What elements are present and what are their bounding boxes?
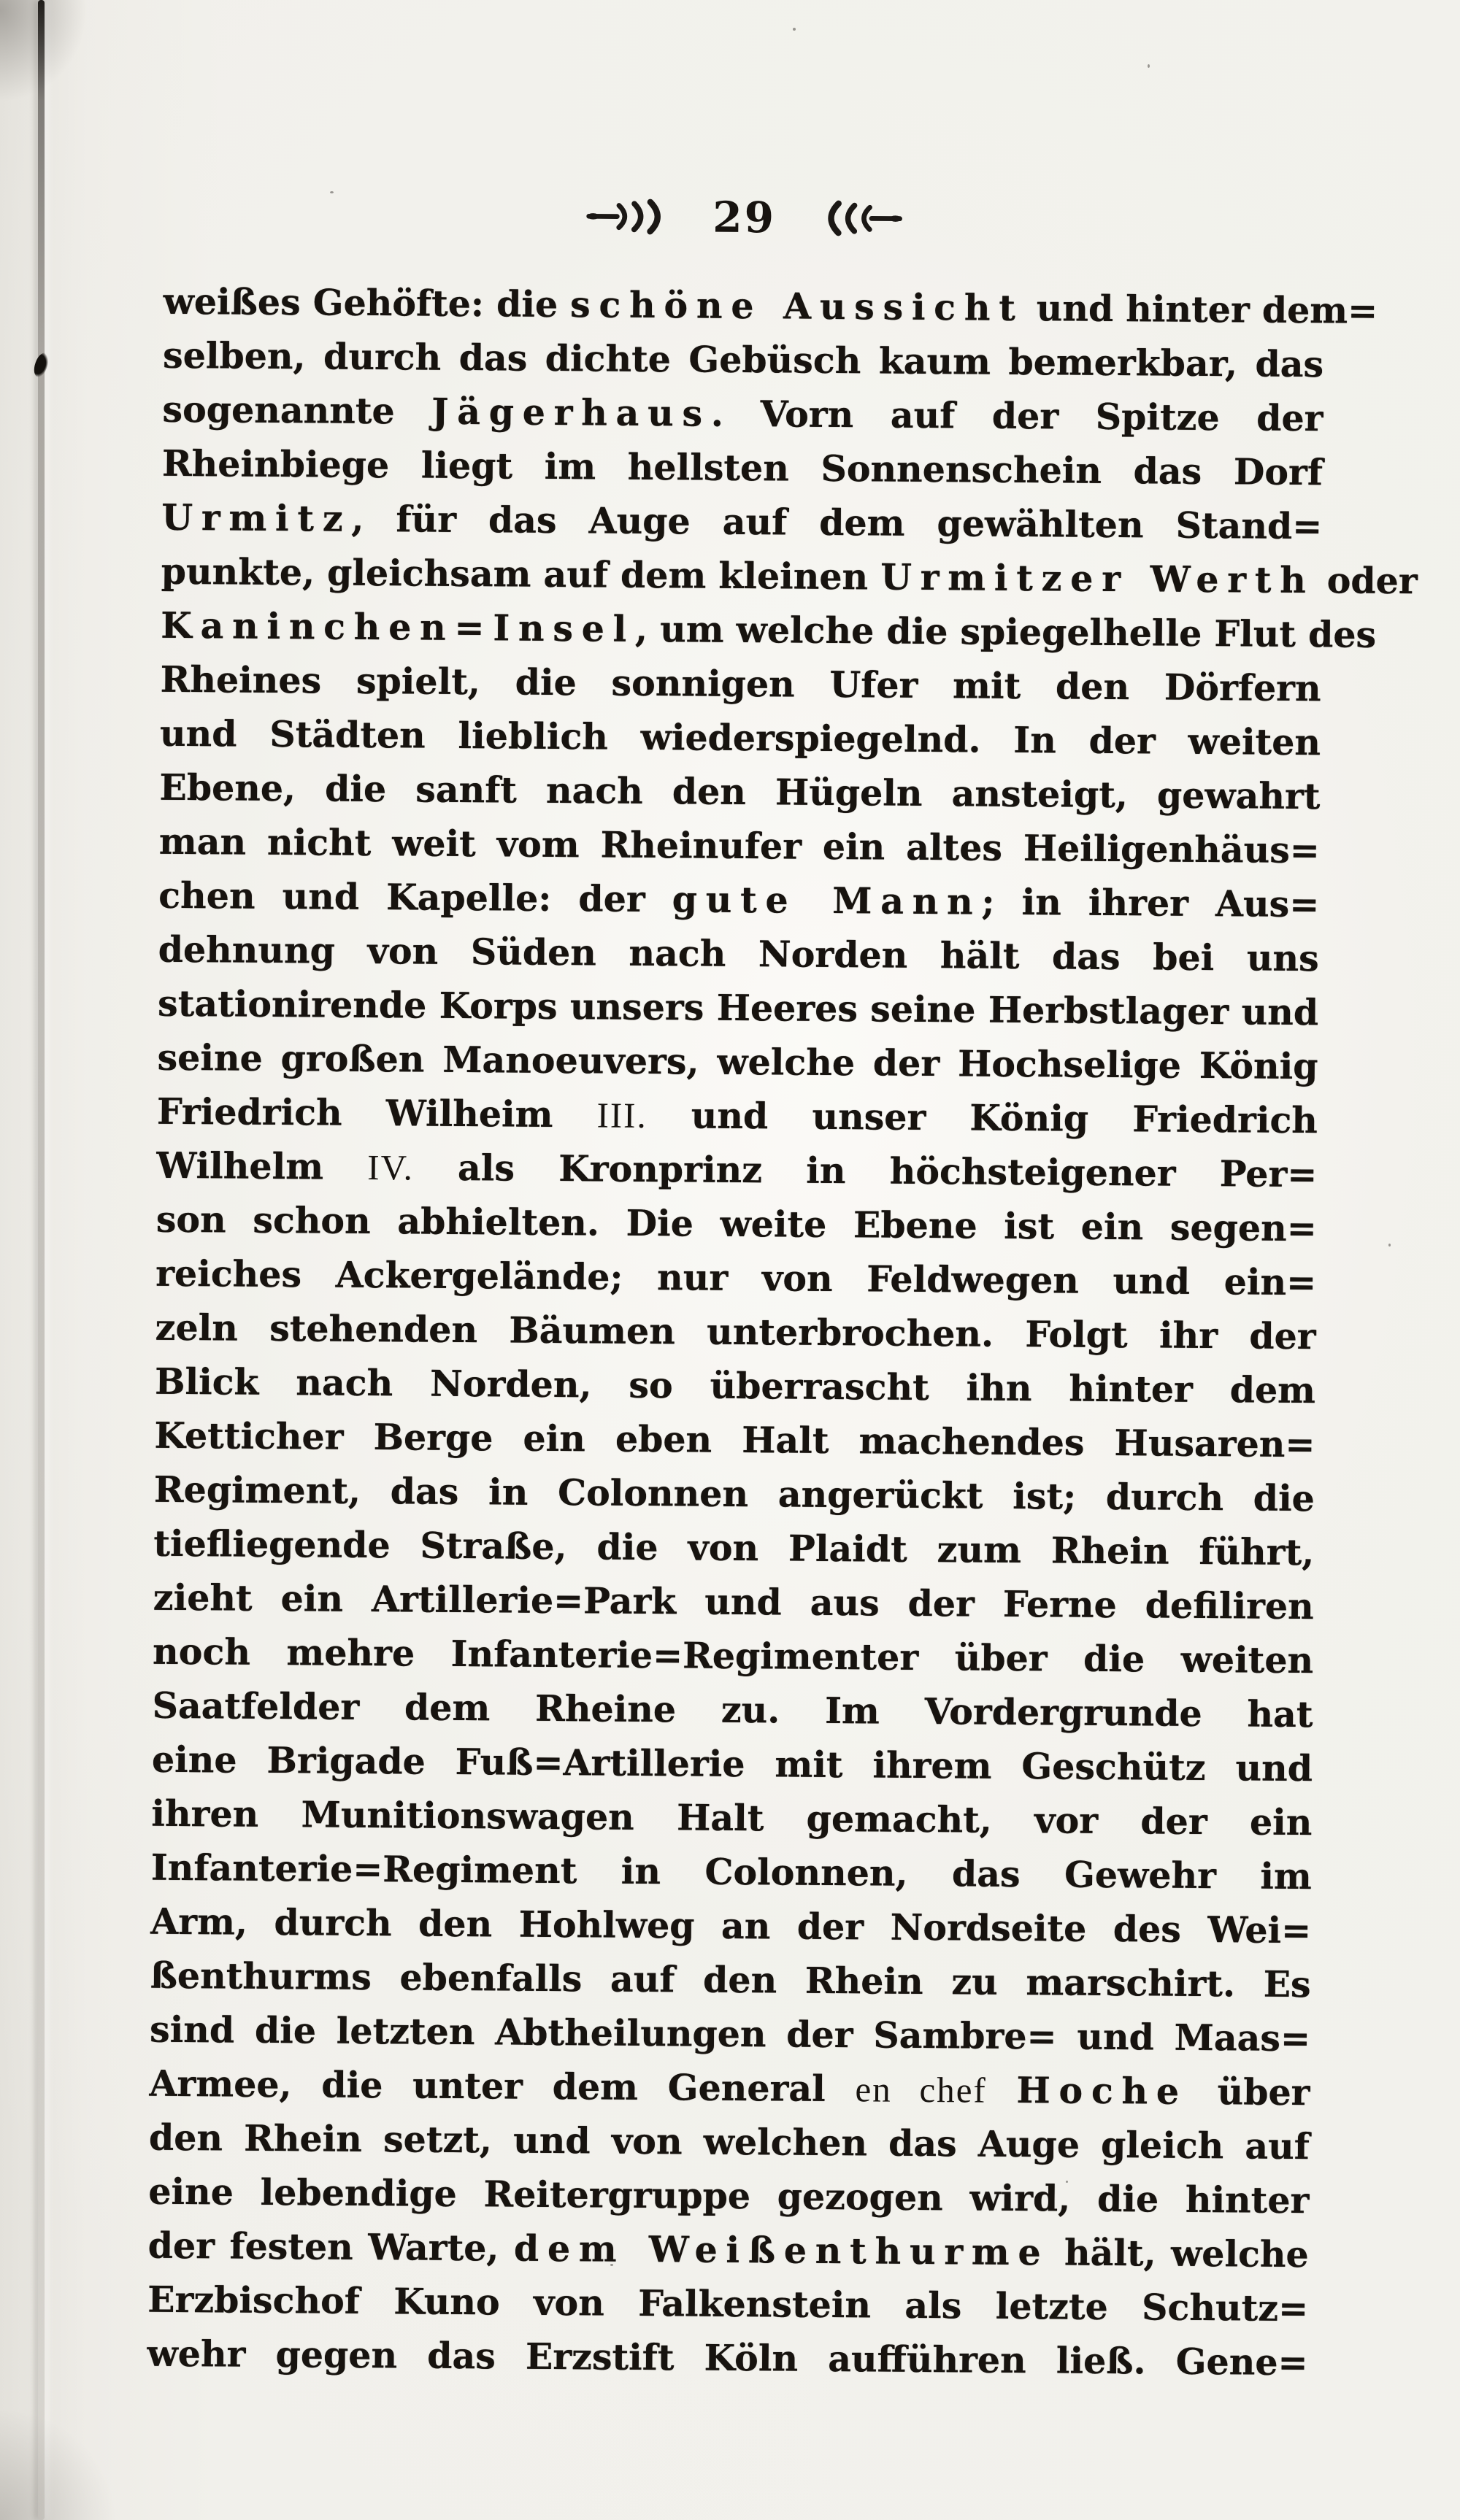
text-line: ßenthurms ebenfalls auf den Rhein zu marschirt. Es [150, 1954, 1311, 2006]
text-block [147, 274, 1418, 2389]
text-line: der festen Warte, dem Weißenthurme hält, welche [147, 2224, 1309, 2276]
text-line: eine Brigade Fuß=Artillerie mit ihrem Geschütz und [151, 1738, 1313, 1790]
text-line: Friedrich Wilheim III. und unser König Friedrich [156, 1090, 1318, 1142]
page-number: 29 [712, 192, 777, 242]
text-line: seine großen Manoeuvers, welche der Hochselige König [157, 1036, 1318, 1088]
text-line: Blick nach Norden, so überrascht ihn hinter dem [154, 1360, 1316, 1412]
text-line: tiefliegende Straße, die von Plaidt zum Rhein führt, [153, 1522, 1315, 1574]
text-line: Wilhelm IV. als Kronprinz in höchsteigener Per= [156, 1144, 1318, 1196]
text-line: sind die letzten Abtheilungen der Sambre= und Maas= [149, 2008, 1311, 2060]
text-line: dehnung von Süden nach Norden hält das bei uns [158, 928, 1319, 980]
text-line: stationirende Korps unsers Heeres seine Herbstlager und [157, 982, 1319, 1034]
text-line: eine lebendige Reitergruppe gezogen wird, die hinter [148, 2170, 1310, 2222]
corner-smudge [0, 0, 88, 102]
text-line: den Rhein setzt, und von welchen das Auge gleich auf [148, 2116, 1310, 2168]
text-line: selben, durch das dichte Gebüsch kaum bemerkbar, das [162, 334, 1324, 386]
text-line: ihren Munitionswagen Halt gemacht, vor der ein [151, 1792, 1313, 1844]
text-line: Ketticher Berge ein eben Halt machendes Husaren= [154, 1414, 1315, 1466]
paper-speck [1148, 64, 1150, 68]
text-line: chen und Kapelle: der gute Mann; in ihrer Aus= [158, 874, 1320, 926]
ink-mark [32, 351, 50, 378]
text-line: Erzbischof Kuno von Falkenstein als letzte Schutz= [147, 2278, 1309, 2330]
binding-crease [38, 0, 45, 2520]
paper-speck [793, 28, 796, 31]
bottom-smudge [0, 2408, 117, 2520]
text-line: Saatfelder dem Rheine zu. Im Vordergrunde hat [152, 1684, 1313, 1736]
fleuron-left-icon [585, 196, 677, 236]
text-line: Arm, durch den Hohlweg an der Nordseite des Wei= [150, 1900, 1312, 1952]
text-line: zeln stehenden Bäumen unterbrochen. Folgt ihr der [155, 1306, 1316, 1358]
paper-speck [1388, 1244, 1391, 1246]
text-line: und Städten lieblich wiederspiegelnd. In der weiten [159, 712, 1321, 764]
text-line: wehr gegen das Erzstift Köln aufführen ließ. Gene= [147, 2332, 1308, 2384]
text-line: noch mehre Infanterie=Regimenter über die weiten [152, 1630, 1314, 1682]
text-line: Ebene, die sanft nach den Hügeln ansteigt, gewahrt [159, 766, 1321, 818]
page-header [164, 180, 1325, 254]
text-line: son schon abhielten. Die weite Ebene ist ein segen= [155, 1198, 1318, 1250]
text-line: sogenannte Jägerhaus. Vorn auf der Spitze der [162, 388, 1323, 440]
text-line: punkte, gleichsam auf dem kleinen Urmitzer Werth oder [161, 550, 1418, 603]
text-area [147, 180, 1418, 2389]
text-line: man nicht weit vom Rheinufer ein altes Heiligenhäus= [158, 820, 1321, 872]
text-line: zieht ein Artillerie=Park und aus der Ferne defiliren [153, 1576, 1314, 1628]
text-line: Regiment, das in Colonnen angerückt ist; durch die [153, 1468, 1315, 1520]
text-line: Armee, die unter dem General en chef Hoche über [149, 2062, 1310, 2114]
text-line: Urmitz, für das Auge auf dem gewählten Stand= [161, 496, 1323, 548]
text-line: Infanterie=Regiment in Colonnen, das Gewehr im [150, 1846, 1313, 1898]
text-line: Rheines spielt, die sonnigen Ufer mit den Dörfern [160, 658, 1321, 710]
fleuron-right-icon [812, 198, 904, 238]
text-line: Rheinbiege liegt im hellsten Sonnenschein das Dorf [161, 442, 1323, 494]
text-line: weißes Gehöfte: die schöne Aussicht und hinter dem= [163, 280, 1378, 332]
text-line: reiches Ackergelände; nur von Feldwegen und ein= [155, 1252, 1317, 1304]
text-line: Kaninchen=Insel, um welche die spiegelhelle Flut des [160, 604, 1377, 656]
